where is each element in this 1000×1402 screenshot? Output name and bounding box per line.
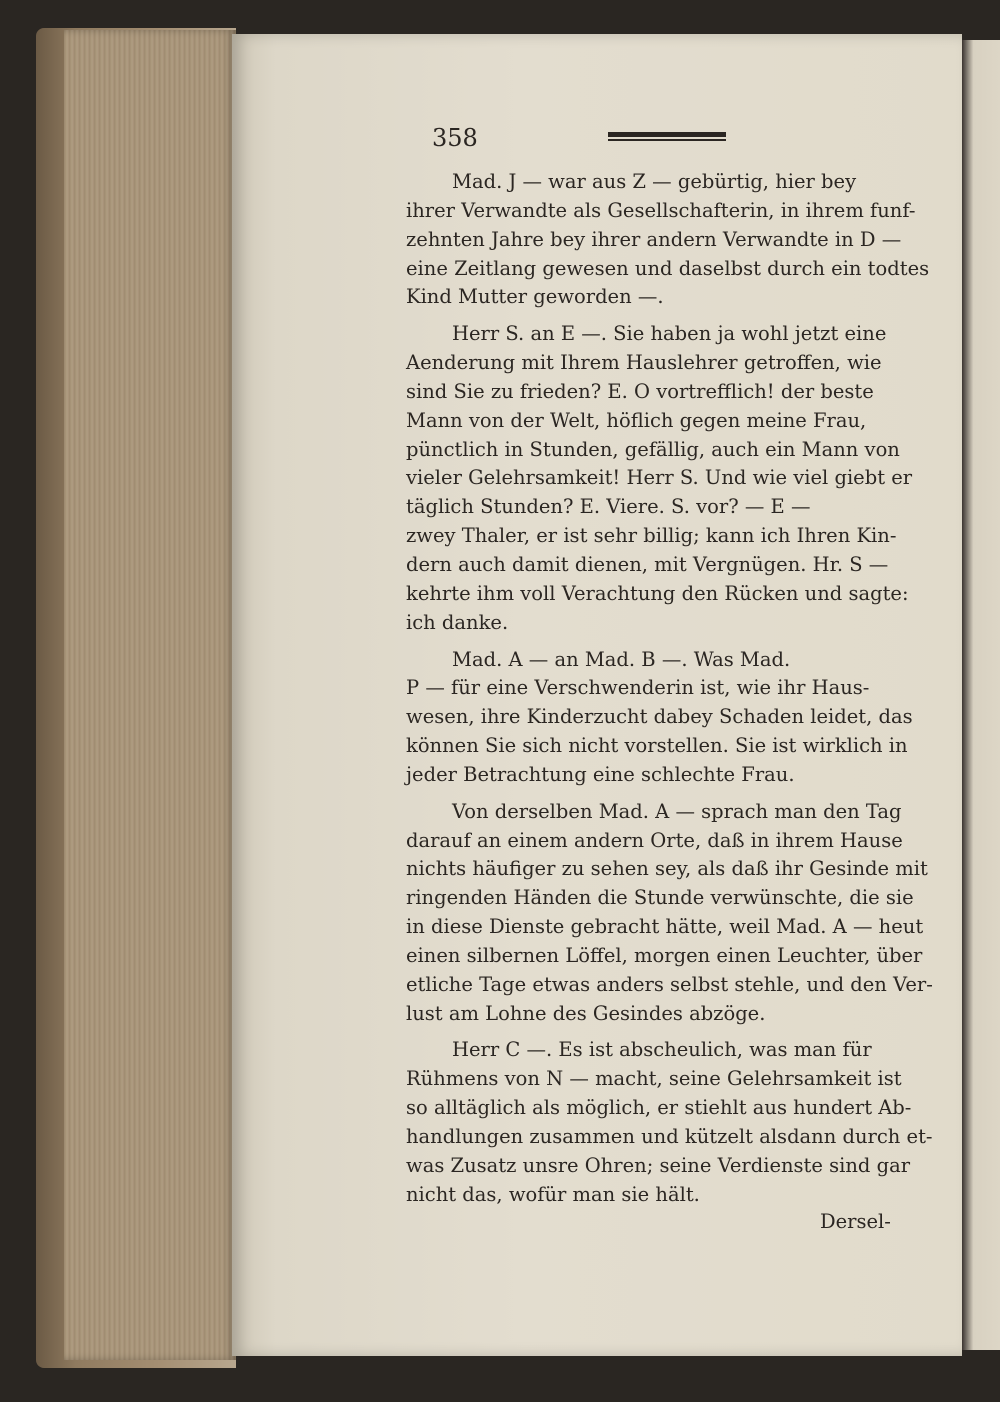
text-line: eine Zeitlang gewesen und daselbst durch ein todtes [406,256,930,280]
text-line: Mann von der Welt, höflich gegen meine Frau, [406,408,867,432]
paragraph [406,646,913,790]
text-line: so alltäglich als möglich, er stiehlt aus hundert Ab- [406,1096,912,1120]
header-rule-thick [608,132,726,137]
paragraph [406,168,930,312]
catchword: Dersel- [820,1210,891,1233]
paragraph [406,320,913,637]
text-line: Mad. J — war aus Z — gebürtig, hier bey [452,170,857,193]
text-line: Herr S. an E —. Sie haben ja wohl jetzt eine [452,322,887,346]
text-line: kehrte ihm voll Verachtung den Rücken und sagte: [406,581,909,605]
page-block-edge [64,30,236,1360]
text-line: vieler Gelehrsamkeit! Herr S. Und wie viel giebt er [406,466,913,490]
paragraph [406,1036,933,1209]
text-line: Rühmens von N — macht, seine Gelehrsamkeit ist [406,1067,902,1091]
text-line: in diese Dienste gebracht hätte, weil Mad. A — heut [406,915,924,939]
text-line: dern auch damit dienen, mit Vergnügen. Hr. S — [406,552,889,576]
text-line: jeder Betrachtung eine schlechte Frau. [406,762,795,786]
text-line: zwey Thaler, er ist sehr billig; kann ich Ihren Kin- [406,524,897,548]
text-line: ihrer Verwandte als Gesellschafterin, in ihrem funf- [406,198,916,222]
header-rule-thin [608,139,726,141]
text-line: Kind Mutter geworden —. [406,285,664,309]
text-line: können Sie sich nicht vorstellen. Sie ist wirklich in [406,734,908,758]
text-line: handlungen zusammen und kützelt alsdann durch et- [406,1125,933,1148]
page-number: 358 [432,124,478,152]
text-line: einen silbernen Löffel, morgen einen Leuchter, über [406,943,923,967]
text-line: pünctlich in Stunden, gefällig, auch ein Mann von [406,437,900,461]
text-line: wesen, ihre Kinderzucht dabey Schaden leidet, das [406,705,913,729]
paragraph [406,798,933,1029]
facing-page-edge [962,40,1000,1350]
text-line: ich danke. [406,610,509,634]
text-line: sind Sie zu frieden? E. O vortrefflich! der beste [406,379,874,403]
text-line: nicht das, wofür man sie hält. [406,1182,700,1206]
text-line: nichts häufiger zu sehen sey, als daß ihr Gesinde mit [406,857,928,881]
text-line: lust am Lohne des Gesindes abzöge. [406,1001,766,1025]
body-text [406,168,933,1210]
text-line: Herr C —. Es ist abscheulich, was man für [452,1038,872,1062]
text-line: Aenderung mit Ihrem Hauslehrer getroffen, wie [406,351,882,375]
text-line: darauf an einem andern Orte, daß in ihrem Hause [406,828,903,852]
text-line: etliche Tage etwas anders selbst stehle, und den Ver- [406,972,933,996]
text-line: was Zusatz unsre Ohren; seine Verdienste sind gar [406,1153,911,1177]
text-line: täglich Stunden? E. Viere. S. vor? — E — [406,495,811,519]
page-header [432,124,902,154]
text-line: ringenden Händen die Stunde verwünschte, die sie [406,886,914,910]
text-line: zehnten Jahre bey ihrer andern Verwandte in D — [406,227,902,251]
text-line: Von derselben Mad. A — sprach man den Tag [452,799,902,823]
text-line: Mad. A — an Mad. B —. Was Mad. [452,647,791,671]
text-line: P — für eine Verschwenderin ist, wie ihr Haus- [406,676,870,700]
